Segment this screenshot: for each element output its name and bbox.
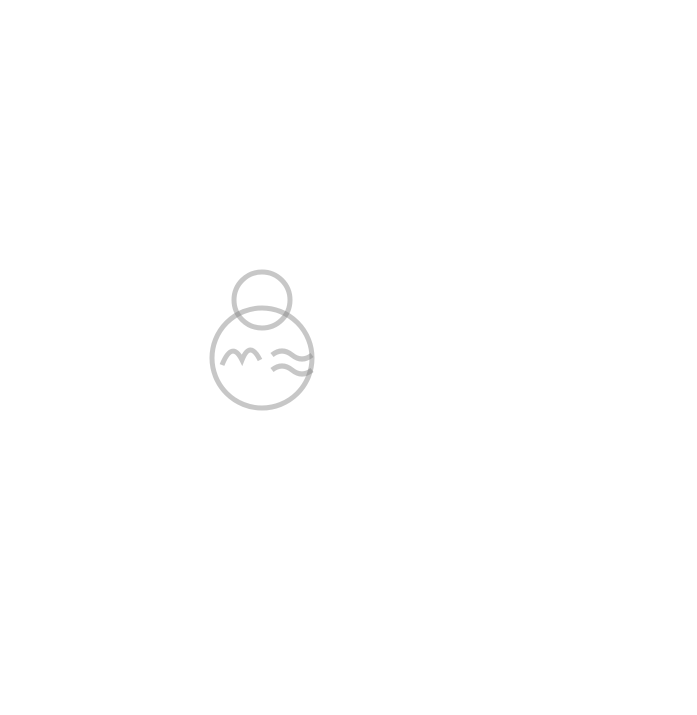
deq-watermark-logo bbox=[212, 272, 312, 408]
